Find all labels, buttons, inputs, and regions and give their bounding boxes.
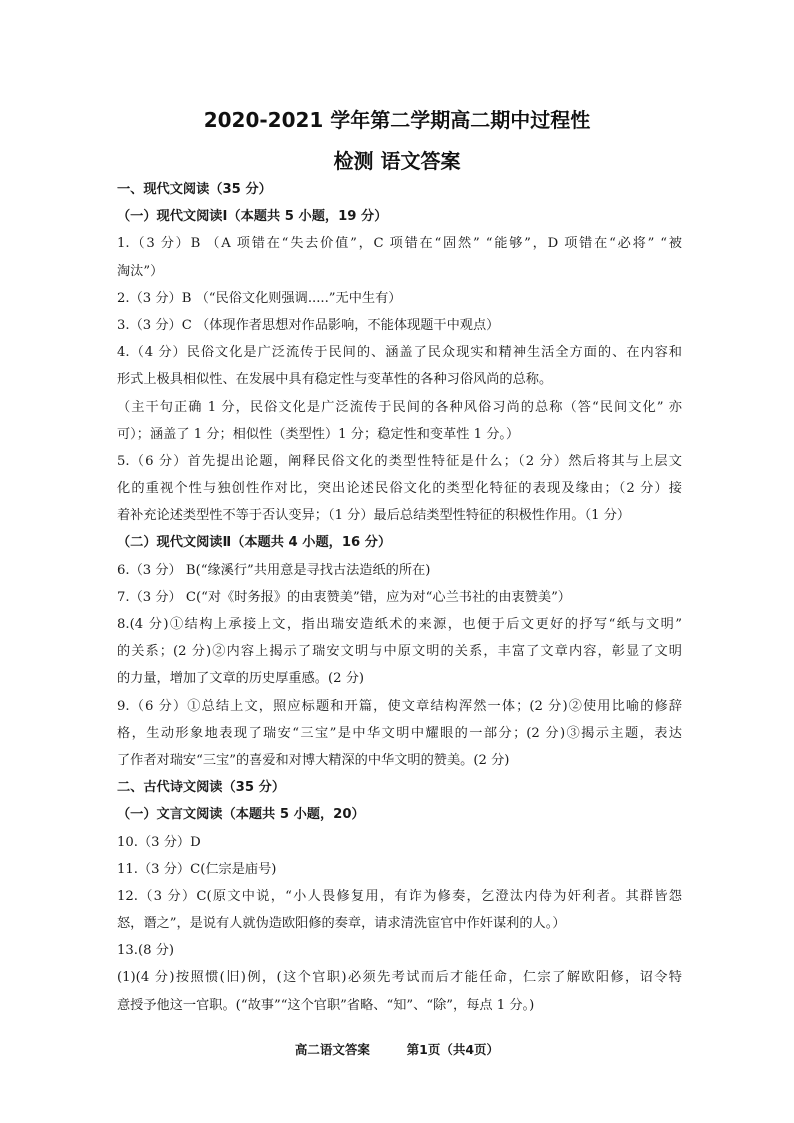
answer-line: (1)(4 分)按照惯(旧)例，(这个官职)必须先考试而后才能任命，仁宗了解欧阳修，诏令特 — [117, 970, 682, 986]
answer-line: 怒，谮之”，是说有人就伪造欧阳修的奏章，请求清洗宦官中作奸谋利的人。） — [117, 916, 566, 932]
answer-line: 着补充论述类型性不等于否认变异；（1 分）最后总结类型性特征的积极性作用。（1 分） — [117, 508, 631, 524]
answer-line: 淘汰”） — [117, 263, 164, 279]
answer-line: 意授予他这一官职。(“故事”“这个官职”省略、“知”、“除”，每点 1 分。) — [117, 997, 535, 1013]
answer-line: 格，生动形象地表现了瑞安“三宝”是中华文明中耀眼的一部分；(2 分)③揭示主题，表达 — [117, 725, 682, 741]
answer-line: 10.（3 分）D — [117, 834, 201, 850]
answer-line: 了作者对瑞安“三宝”的喜爱和对博大精深的中华文明的赞美。(2 分) — [117, 752, 510, 768]
answer-line: 4.（4 分）民俗文化是广泛流传于民间的、涵盖了民众现实和精神生活全方面的、在内容和 — [117, 345, 682, 361]
subsection-heading-reading-1: （一）现代文阅读Ⅰ（本题共 5 小题，19 分） — [117, 209, 388, 225]
answer-line: 9.（6 分）①总结上文，照应标题和开篇，使文章结构浑然一体；(2 分)②使用比喻的修辞 — [117, 698, 682, 714]
section-heading-modern-reading: 一、现代文阅读（35 分） — [117, 182, 272, 197]
page-footer — [0, 1040, 794, 1058]
footer-document-label: 高二语文答案 — [294, 1042, 370, 1057]
answer-line: 2.（3 分）B （“民俗文化则强调.....”无中生有） — [117, 290, 402, 306]
answer-line: 可）；涵盖了 1 分；相似性（类型性）1 分；稳定性和变革性 1 分。） — [117, 426, 520, 442]
document-title-line-2: 检测 语文答案 — [333, 149, 461, 173]
answer-line: 5.（6 分）首先提出论题，阐释民俗文化的类型性特征是什么；（2 分）然后将其与上层文 — [117, 453, 682, 469]
answer-line: 6.（3 分） B(“缘溪行”共用意是寻找古法造纸的所在) — [117, 562, 431, 578]
answer-line: （主干句正确 1 分，民俗文化是广泛流传于民间的各种风俗习尚的总称（答“民间文化” 亦 — [117, 399, 682, 415]
answer-line: 1.（3 分）B （A 项错在“失去价值”，C 项错在“固然” “能够”，D 项错在“必将” “被 — [117, 236, 682, 252]
answer-line: 7.（3 分） C(“对《时务报》的由衷赞美”错，应为对“心兰书社的由衷赞美”） — [117, 589, 571, 605]
subsection-heading-classical-prose: （一）文言文阅读（本题共 5 小题，20） — [117, 807, 365, 823]
answer-line: 化的重视个性与独创性作对比，突出论述民俗文化的类型化特征的表现及缘由；（2 分）接 — [117, 481, 682, 497]
answer-content — [117, 176, 682, 1019]
answer-line: 8.(4 分)①结构上承接上文，指出瑞安造纸术的来源，也便于后文更好的抒写“纸与文明” — [117, 617, 682, 632]
answer-line: 12.（3 分）C(原文中说，“小人畏修复用，有诈为修奏，乞澄汰内侍为奸利者。其群皆怨 — [117, 888, 682, 904]
section-heading-classical-reading: 二、古代诗文阅读（35 分） — [117, 780, 286, 796]
answer-line: 形式上极具相似性、在发展中具有稳定性与变革性的各种习俗风尚的总称。 — [117, 372, 553, 388]
footer-page-number: 第1页（共4页） — [406, 1042, 500, 1057]
answer-line: 13.(8 分) — [117, 943, 175, 959]
answer-line: 的关系；(2 分)②内容上揭示了瑞安文明与中原文明的关系，丰富了文章内容，彰显了文明 — [117, 644, 682, 660]
document-title-line-1: 2020-2021 学年第二学期高二期中过程性 — [203, 108, 591, 132]
subsection-heading-reading-2: （二）现代文阅读Ⅱ（本题共 4 小题，16 分） — [117, 535, 392, 551]
answer-line: 11.（3 分）C(仁宗是庙号) — [117, 861, 277, 877]
answer-line: 3.（3 分）C （体现作者思想对作品影响，不能体现题干中观点） — [117, 317, 500, 333]
answer-line: 的力量，增加了文章的历史厚重感。(2 分) — [117, 671, 365, 687]
